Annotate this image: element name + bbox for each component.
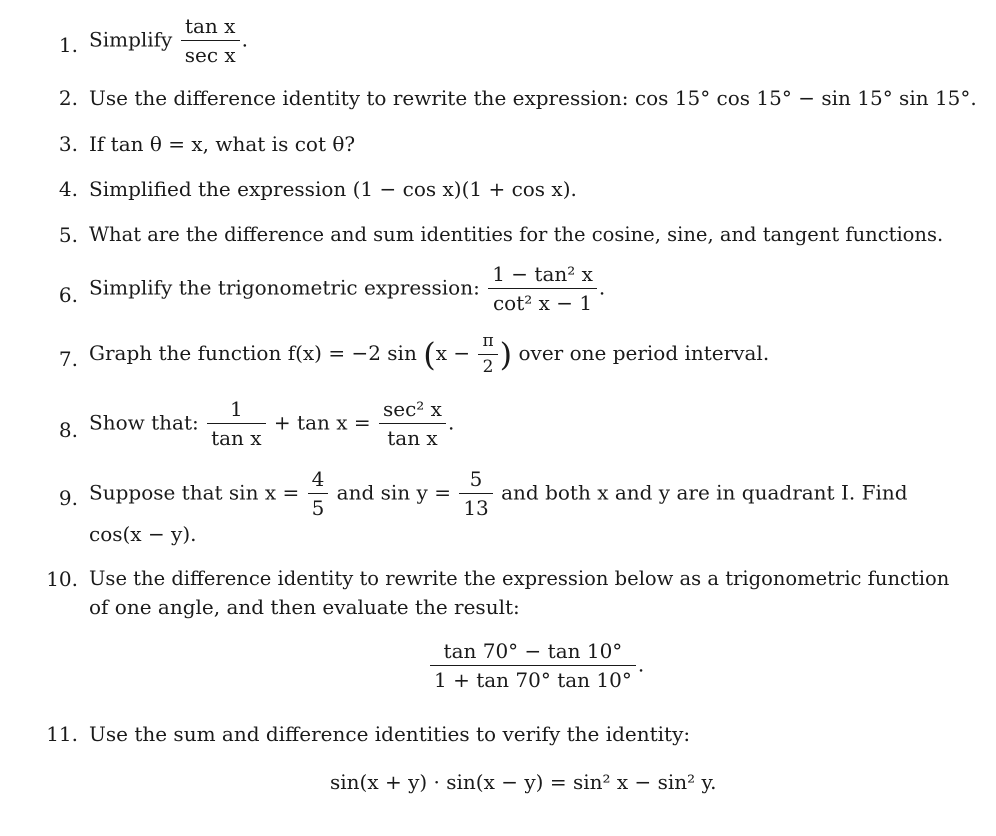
fraction-1 bbox=[207, 398, 265, 450]
item-number: 1. bbox=[58, 33, 78, 57]
question-11-formula: sin(x + y) · sin(x − y) = sin² x − sin² y. bbox=[330, 770, 717, 794]
numerator: tan x bbox=[184, 14, 236, 38]
fraction bbox=[488, 263, 597, 315]
denominator: sec x bbox=[181, 40, 240, 67]
question-9 bbox=[89, 468, 908, 520]
question-5 bbox=[89, 225, 943, 245]
question-text: Graph the function f(x) = −2 sin bbox=[89, 341, 417, 366]
fraction bbox=[478, 332, 497, 377]
question-text-end: and both x and y are in quadrant I. Find bbox=[501, 480, 908, 505]
question-10-formula bbox=[428, 640, 644, 692]
question-text: Use the difference identity to rewrite the expression: cos 15° cos 15° − sin 15° sin 15°. bbox=[89, 86, 977, 110]
question-text-mid: and sin y = bbox=[336, 480, 451, 505]
question-1 bbox=[89, 15, 248, 67]
denominator: 13 bbox=[459, 493, 492, 520]
denominator: tan x bbox=[379, 423, 446, 450]
numerator: sec² x bbox=[383, 397, 442, 421]
question-3 bbox=[89, 134, 355, 154]
question-2 bbox=[89, 88, 977, 108]
fraction-2 bbox=[459, 468, 492, 520]
denominator: cot² x − 1 bbox=[488, 288, 597, 315]
item-number: 6. bbox=[58, 283, 78, 307]
period: . bbox=[447, 410, 455, 435]
numerator: 1 − tan² x bbox=[492, 262, 593, 286]
question-10-line-2: of one angle, and then evaluate the result: bbox=[89, 595, 520, 619]
denominator: tan x bbox=[207, 423, 265, 450]
item-number: 2. bbox=[58, 86, 78, 110]
denominator: 5 bbox=[308, 493, 329, 520]
fraction-2 bbox=[379, 398, 446, 450]
period: . bbox=[241, 27, 249, 52]
right-paren: ) bbox=[499, 335, 513, 374]
question-text: Show that: bbox=[89, 410, 199, 435]
middle-expression: + tan x = bbox=[273, 410, 371, 435]
fraction-1 bbox=[308, 468, 329, 520]
numerator: π bbox=[482, 331, 494, 351]
item-number: 8. bbox=[58, 418, 78, 442]
inner-expression: x − bbox=[435, 341, 471, 366]
denominator: 2 bbox=[478, 354, 497, 378]
question-6 bbox=[89, 263, 605, 315]
item-number: 11. bbox=[46, 722, 78, 746]
fraction bbox=[181, 15, 240, 67]
question-text: Suppose that sin x = bbox=[89, 480, 300, 505]
question-text: Simplify bbox=[89, 27, 173, 52]
question-text: Simplify the trigonometric expression: bbox=[89, 275, 480, 300]
numerator: tan 70° − tan 10° bbox=[443, 639, 623, 663]
question-4 bbox=[89, 179, 577, 199]
numerator: 4 bbox=[311, 467, 325, 491]
item-number: 3. bbox=[58, 132, 78, 156]
question-10-line-1: Use the difference identity to rewrite the expression below as a trigonometric function bbox=[89, 567, 950, 590]
left-paren: ( bbox=[423, 335, 436, 374]
item-number: 4. bbox=[58, 177, 78, 201]
question-7 bbox=[89, 332, 769, 377]
period: . bbox=[637, 652, 645, 677]
numerator: 1 bbox=[229, 397, 243, 421]
question-11-line-1: Use the sum and difference identities to verify the identity: bbox=[89, 722, 691, 746]
question-text-end: over one period interval. bbox=[518, 341, 770, 366]
period: . bbox=[598, 275, 606, 300]
numerator: 5 bbox=[469, 467, 483, 491]
item-number: 9. bbox=[58, 486, 78, 510]
question-text: If tan θ = x, what is cot θ? bbox=[89, 132, 356, 156]
fraction bbox=[430, 640, 636, 692]
question-text: What are the difference and sum identities for the cosine, sine, and tangent functions. bbox=[89, 223, 944, 246]
question-8 bbox=[89, 398, 454, 450]
question-text: Simplified the expression (1 − cos x)(1 + cos x). bbox=[89, 177, 577, 201]
item-number: 7. bbox=[58, 347, 78, 371]
item-number: 10. bbox=[46, 567, 78, 591]
question-9-line-2: cos(x − y). bbox=[89, 522, 197, 546]
item-number: 5. bbox=[58, 223, 78, 247]
denominator: 1 + tan 70° tan 10° bbox=[430, 665, 636, 692]
